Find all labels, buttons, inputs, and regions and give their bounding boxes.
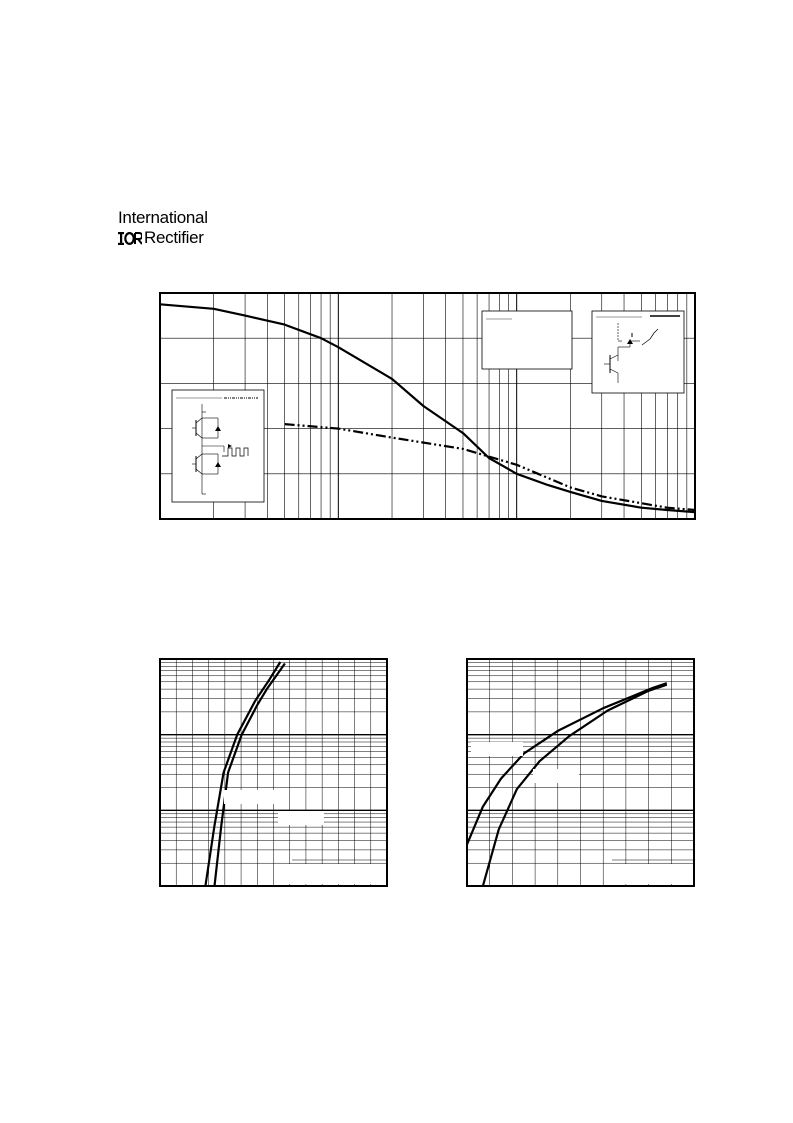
curve-label-box [278,811,324,825]
logo-text-rectifier: Rectifier [144,228,204,247]
chart-grid [467,659,694,886]
conditions-box [607,864,691,884]
curve-label-box [533,769,579,783]
transfer-characteristic-chart-right [467,659,694,886]
logo-text-international: International [118,208,208,227]
curve-label-box [471,742,523,756]
chart-grid [160,659,387,886]
transfer-characteristic-chart-left [160,659,387,886]
inset-legend-box [482,311,572,369]
curve-label-box [224,790,274,804]
series-line-1 [467,683,667,844]
ior-logo-mark [118,232,142,245]
series-line-2 [483,685,667,886]
inset-circuit-igbt-diode [592,311,684,393]
series-line-2 [285,424,695,510]
frequency-response-chart [160,293,695,519]
inset-circuit-half-bridge [172,390,264,502]
chart-series [467,683,667,886]
conditions-box [278,864,384,884]
company-logo [118,208,228,248]
